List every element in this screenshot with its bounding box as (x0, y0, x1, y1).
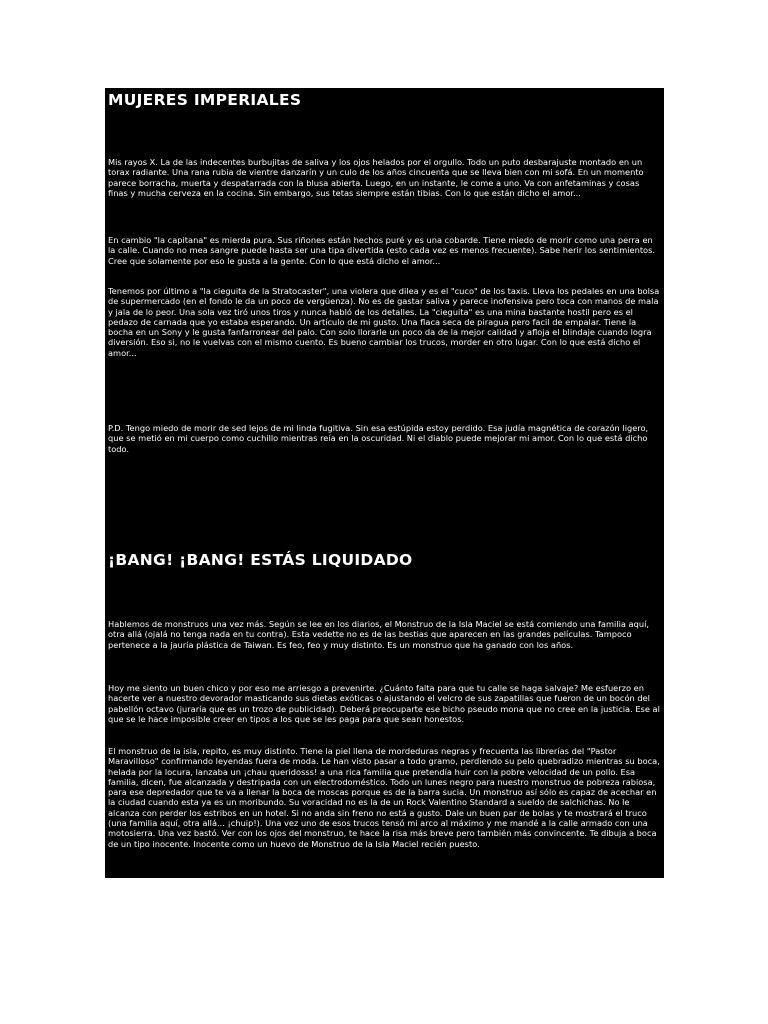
article2-paragraph-1: Hablemos de monstruos una vez más. Según se lee en los diarios, el Monstruo de la Isla Maciel se está comiendo una familia aquí, otra allá (ojalá no tenga nada en tu contra). Esta vedette no es de las bestias que aparecen en las grandes películas. Tampoco pertenece a la jauría plástica de Taiwan. Es feo, feo y muy distinto. Es un monstruo que ha ganado con los años. (108, 619, 649, 650)
article2-paragraph-3: El monstruo de la isla, repito, es muy distinto. Tiene la piel llena de mordeduras negras y frecuenta las librerías del "Pastor Maravilloso" confirmando leyendas fuera de moda. Le han visto pasar a todo gramo, perdiendo su pelo quebradizo mientras su boca, helada por la locura, lanzaba un ¡chau queridosss! a una rica familia que pretendía huir con la pobre velocidad de un pollo. Esa familia, dicen, fue alcanzada y destripada con un electrodoméstico. Todo un lunes negro para nuestro monstruo de pobreza rabiosa, para ese depredador que te va a llenar la boca de moscas porque es de la barra sucia. Un monstruo así sólo es capaz de acechar en la ciudad cuando esta ya es un moribundo. Su voracidad no es la de un Rock Valentino Standard a sueldo de salchichas. No le alcanza con perder los estribos en un hotel. Si no anda sin freno no está a gusto. Dale un buen par de bolas y te mostrará el truco (una familia aquí, otra allá... ¡chuip!). Una vez uno de esos trucos tensó mi arco al máximo y me mandé a la calle armado con una motosierra. Una vez bastó. Ver con los ojos del monstruo, te hace la risa más breve pero también más convincente. Te dibuja a boca de un tipo inocente. Inocente como un huevo de Monstruo de la Isla Maciel recién puesto. (108, 746, 660, 849)
article2-paragraph-2: Hoy me siento un buen chico y por eso me arriesgo a prevenirte. ¿Cuánto falta para que tu calle se haga salvaje? Me esfuerzo en hacerte ver a nuestro devorador masticando sus dietas exóticas o ajustando el velcro de sus zapatillas que fueron de un bocón del pabellón octavo (juraría que es un trozo de publicidad). Deberá preocuparte ese bicho pseudo mona que no cree en la justicia. Ese al que se le hace imposible creer en tipos a los que se les paga para que sean honestos. (108, 683, 660, 724)
article-panel (105, 88, 664, 878)
article1-paragraph-2: En cambio "la capitana" es mierda pura. Sus riñones están hechos puré y es una cobarde. Tiene miedo de morir como una perra en la calle. Cuando no mea sangre puede hasta ser una tipa divertida (esto cada vez es menos frecuente). Sabe herir los sentimientos. Cree que solamente por eso le gusta a la gente. Con lo que está dicho el amor... (108, 235, 656, 266)
article-title-mujeres-imperiales: MUJERES IMPERIALES (108, 91, 302, 109)
article1-paragraph-1: Mis rayos X. La de las indecentes burbujitas de saliva y los ojos helados por el orgullo. Todo un puto desbarajuste montado en un torax radiante. Una rana rubia de vientre danzarín y un culo de los años cincuenta que se lleva bien con mi sofá. En un momento parece borracha, muerta y despatarrada con la blusa abierta. Luego, en un instante, le come a uno. Va con anfetaminas y cosas finas y mucha cerveza en la cocina. Sin embargo, sus tetas siempre están tibias. Con lo que están dicho el amor... (108, 157, 644, 198)
article-title-bang-bang: ¡BANG! ¡BANG! ESTÁS LIQUIDADO (108, 551, 413, 569)
article1-paragraph-3: Tenemos por último a "la cieguita de la Stratocaster", una violera que dilea y es el "cuco" de los taxis. Lleva los pedales en una bolsa de supermercado (en el fondo le da un poco de vergüenza). No es de gastar saliva y parece inofensiva pero toca con manos de mala y jala de lo peor. Una sola vez tiró unos tiros y nunca habló de los detalles. La "cieguita" es una mina bastante hostil pero es el pedazo de carnada que yo estaba esperando. Un artículo de mi gusto. Una flaca seca de piragua pero facil de empalar. Tiene la bocha en un Sony y le gusta fanfarronear del palo. Con solo llorarle un poco da de la mejor calidad y afloja el blindaje cuando logra diversión. Eso si, no le vuelvas con el mismo cuento. Es bueno cambiar los trucos, morder en otro lugar. Con lo que está dicho el amor... (108, 286, 660, 358)
article1-paragraph-4: P.D. Tengo miedo de morir de sed lejos de mi linda fugitiva. Sin esa estúpida estoy perdido. Esa judía magnética de corazón ligero, que se metió en mi cuerpo como cuchillo mientras reía en la oscuridad. Ni el diablo puede mejorar mi amor. Con lo que está dicho todo. (108, 423, 649, 454)
